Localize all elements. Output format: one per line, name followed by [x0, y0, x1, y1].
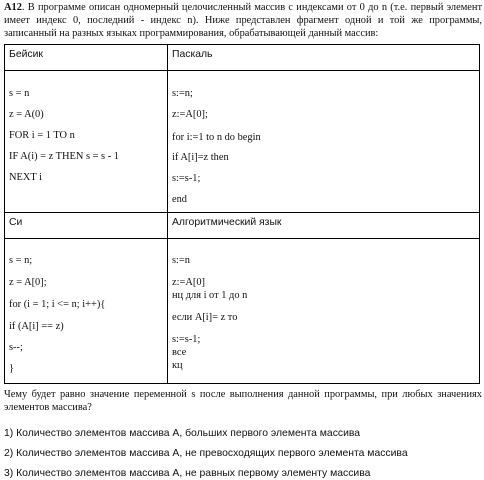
code-line: z:=A[0];	[172, 109, 208, 120]
code-line: z = A[0];	[9, 277, 47, 288]
code-line: if A[i]=z then	[172, 152, 229, 163]
code-line: s--;	[9, 342, 23, 353]
answer-option-3: 3) Количество элементов массива А, не равных первому элементу массива	[4, 468, 371, 479]
code-line: }	[9, 363, 14, 374]
code-line: кц	[172, 360, 183, 371]
code-line: s:=n;	[172, 88, 193, 99]
task-statement	[4, 1, 482, 40]
code-pascal-cell	[168, 71, 480, 213]
header-pascal: Паскаль	[168, 45, 480, 71]
code-basic-cell	[5, 71, 168, 213]
code-c-cell	[5, 239, 168, 384]
code-line: s = n;	[9, 255, 33, 266]
header-algo: Алгоритмический язык	[168, 213, 480, 239]
code-algo-cell	[168, 239, 480, 384]
code-line: NEXT i	[9, 172, 42, 183]
code-line: s:=s-1;	[172, 173, 201, 184]
code-line: s:=n	[172, 255, 190, 266]
code-line: IF A(i) = z THEN s = s - 1	[9, 151, 119, 162]
answer-option-1: 1) Количество элементов массива А, больших первого элемента массива	[4, 428, 361, 439]
code-line: s = n	[9, 88, 30, 99]
code-line: if (A[i] == z)	[9, 321, 64, 332]
question-text: Чему будет равно значение переменной s после выполнения данной программы, при любых значениях элементов массива?	[4, 389, 482, 413]
code-line: все	[172, 347, 187, 358]
header-c: Си	[5, 213, 168, 239]
code-line: end	[172, 194, 188, 205]
code-line: z = A(0)	[9, 109, 44, 120]
code-line: если A[i]= z то	[172, 312, 238, 323]
code-line: s:=s-1;	[172, 334, 201, 345]
code-line: for (i = 1; i <= n; i++){	[9, 299, 106, 310]
program-table	[4, 44, 480, 384]
code-line: for i:=1 to n do begin	[172, 132, 261, 143]
task-label: A12	[4, 2, 22, 13]
task-text: . В программе описан одномерный целочисленный массив с индексами от 0 до n (т.е. первый элемент имеет индекс 0, последний - индекс n). Ниже представлен фрагмент одной и той же программы, записанный на разных языках программирования, обрабатывающей данный массив:	[4, 2, 482, 39]
answer-option-2: 2) Количество элементов массива А, не превосходящих первого элемента массива	[4, 448, 408, 459]
code-line: z:=A[0]	[172, 277, 205, 288]
code-line: FOR i = 1 TO n	[9, 130, 75, 141]
code-line: нц для i от 1 до n	[172, 290, 248, 301]
header-basic: Бейсик	[5, 45, 168, 71]
